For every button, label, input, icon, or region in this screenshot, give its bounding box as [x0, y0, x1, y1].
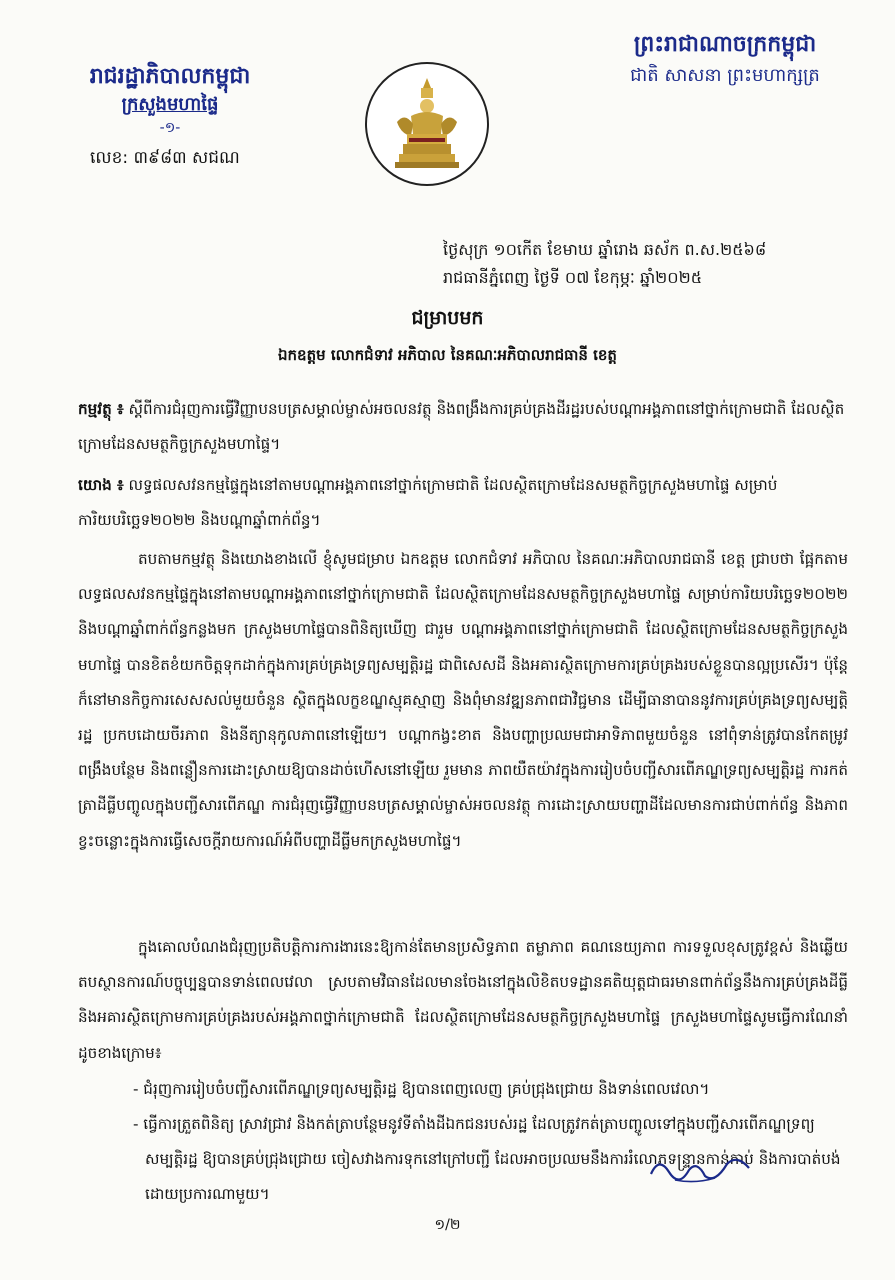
- kingdom-name: ព្រះរាជាណាចក្រកម្ពុជា: [633, 32, 817, 57]
- government-name: រាជរដ្ឋាភិបាលកម្ពុជា: [89, 64, 251, 89]
- list-item: - ជំរុញការរៀបចំបញ្ជីសារពើភណ្ឌទ្រព្យសម្បត្តិរដ្ឋ ឱ្យបានពេញលេញ គ្រប់ជ្រុងជ្រោយ និងទាន់ពេលវេលា។: [133, 1080, 710, 1098]
- letter-title: ជម្រាបមក: [411, 307, 484, 329]
- body-paragraph-2: ក្នុងគោលបំណងជំរុញប្រតិបត្តិការការងារនេះឱ្យកាន់តែមានប្រសិទ្ធភាព តម្លាភាព គណនេយ្យភាព ការទទួលខុសត្រូវខ្ពស់ និងឆ្លើយតបស្ថានការណ៍បច្ចុប្បន្នបានទាន់ពេលវេលា ស្របតាមវិធានដែលមានចែងនៅក្នុងលិខិតបទដ្ឋានគតិយុត្តជាធរមានពាក់ព័ន្ធនឹងការគ្រប់គ្រងដីធ្លី និងអគារស្ថិតក្រោមការគ្រប់គ្រងរបស់អង្គភាពថ្នាក់ក្រោមជាតិ ដែលស្ថិតក្រោមដែនសមត្ថកិច្ចក្រសួងមហាផ្ទៃ ក្រសួងមហាផ្ទៃសូមធ្វើការណែនាំដូចខាងក្រោម៖: [78, 938, 848, 1062]
- lunar-date: ថ្ងៃសុក្រ ១០កើត ខែមាឃ ឆ្នាំរោង ឆស័ក ព.ស.២៥៦៨: [443, 240, 767, 259]
- initials-signature: [645, 1150, 755, 1194]
- reference-label: យោង ៖: [78, 476, 124, 494]
- body-paragraph-1: តបតាមកម្មវត្ថុ និងយោងខាងលើ ខ្ញុំសូមជម្រាប ឯកឧត្តម លោកជំទាវ អភិបាល នៃគណៈអភិបាលរាជធានី ខេត្ត ជ្រាបថា ផ្អែកតាមលទ្ធផលសវនកម្មផ្ទៃក្នុងនៅតាមបណ្តាអង្គភាពនៅថ្នាក់ក្រោមជាតិ ដែលស្ថិតក្រោមដែនសមត្ថកិច្ចក្រសួងមហាផ្ទៃ សម្រាប់ការិយបរិច្ឆេទ២០២២ និងបណ្តាឆ្នាំពាក់ព័ន្ធកន្លងមក ក្រសួងមហាផ្ទៃបានពិនិត្យឃើញ ជារួម បណ្តាអង្គភាពនៅថ្នាក់ក្រោមជាតិ ដែលស្ថិតក្រោមដែនសមត្ថកិច្ចក្រសួងមហាផ្ទៃ បានខិតខំយកចិត្តទុកដាក់ក្នុងការគ្រប់គ្រងទ្រព្យសម្បត្តិរដ្ឋ ជាពិសេសដី និងអគារស្ថិតក្រោមការគ្រប់គ្រងរបស់ខ្លួនបានល្អប្រសើរ។ ប៉ុន្តែក៏នៅមានកិច្ចការសេសសល់មួយចំនួន ស្ថិតក្នុងលក្ខខណ្ឌស្មុគស្មាញ និងពុំមានវឌ្ឍនភាពជាវិជ្ជមាន ដើម្បីធានាបាននូវការគ្រប់គ្រងទ្រព្យសម្បត្តិរដ្ឋ ប្រកបដោយចីរភាព និងនីត្យានុកូលភាពនៅឡើយ។ បណ្តាកង្វះខាត និងបញ្ហាប្រឈមជាអាទិភាពមួយចំនួន នៅពុំទាន់ត្រូវបានកែតម្រូវ ពង្រឹងបន្ថែម និងពន្លឿនការដោះស្រាយឱ្យបានដាច់ហើសនៅឡើយ រួមមាន ភាពយឺតយ៉ាវក្នុងការរៀបចំបញ្ជីសារពើភណ្ឌទ្រព្យសម្បត្តិរដ្ឋ ការកត់ត្រាដីធ្លីបញ្ចូលក្នុងបញ្ជីសារពើភណ្ឌ ការជំរុញធ្វើវិញ្ញាបនបត្រសម្គាល់ម្ចាស់អចលនវត្ថុ ការដោះស្រាយបញ្ហាដីដែលមានការជាប់ពាក់ព័ន្ធ និងភាពខ្វះចន្លោះក្នុងការធ្វើសេចក្តីរាយការណ៍អំពីបញ្ហាដីធ្លីមកក្រសួងមហាផ្ទៃ។: [78, 550, 848, 850]
- header-ornament: -១-: [159, 120, 181, 136]
- page-number: ១/២: [434, 1217, 461, 1233]
- reference-block: [78, 468, 848, 538]
- solar-date: រាជធានីភ្នំពេញ ថ្ងៃទី ០៧ ខែកុម្ភៈ ឆ្នាំ២០២៥: [443, 268, 703, 287]
- issuer-header: [60, 62, 280, 172]
- subject-block: [78, 392, 848, 462]
- ministry-name: ក្រសួងមហាផ្ទៃ: [121, 94, 219, 115]
- royal-seal-emblem: [365, 62, 489, 186]
- date-block: [443, 236, 863, 292]
- list-item: - ធ្វើការត្រួតពិនិត្យ ស្រាវជ្រាវ និងកត់ត្រាបន្ថែមនូវទីតាំងដីឯកជនរបស់រដ្ឋ ដែលត្រូវកត់ត្រាបញ្ចូលទៅក្នុងបញ្ជីសារពើភណ្ឌទ្រព្យសម្បត្តិរដ្ឋ ឱ្យបានគ្រប់ជ្រុងជ្រោយ ចៀសវាងការទុកនៅក្រៅបញ្ជី ដែលអាចប្រឈមនឹងការរំលោភទន្ទ្រានកាន់កាប់ និងការបាត់បង់ដោយប្រការណាមួយ។: [133, 1115, 841, 1203]
- reference-text: លទ្ធផលសវនកម្មផ្ទៃក្នុងនៅតាមបណ្តាអង្គភាពនៅថ្នាក់ក្រោមជាតិ ដែលស្ថិតក្រោមដែនសមត្ថកិច្ចក្រសួងមហាផ្ទៃ សម្រាប់ការិយបរិច្ឆេទ២០២២ និងបណ្តាឆ្នាំពាក់ព័ន្ធ។: [78, 476, 778, 529]
- recipient-line: ឯកឧត្តម លោកជំទាវ អភិបាល នៃគណៈអភិបាលរាជធានី ខេត្ត: [278, 346, 617, 364]
- reference-number: លេខ: ៣៩៨៣ សជណ: [90, 148, 240, 168]
- national-motto: ជាតិ សាសនា ព្រះមហាក្សត្រ: [630, 65, 820, 86]
- subject-text: ស្តីពីការជំរុញការធ្វើវិញ្ញាបនបត្រសម្គាល់ម្ចាស់អចលនវត្ថុ និងពង្រឹងការគ្រប់គ្រងដីរដ្ឋរបស់បណ្តាអង្គភាពនៅថ្នាក់ក្រោមជាតិ ដែលស្ថិតក្រោមដែនសមត្ថកិច្ចក្រសួងមហាផ្ទៃ។: [78, 400, 845, 453]
- subject-label: កម្មវត្ថុ ៖: [78, 400, 124, 418]
- kingdom-header: [595, 28, 855, 90]
